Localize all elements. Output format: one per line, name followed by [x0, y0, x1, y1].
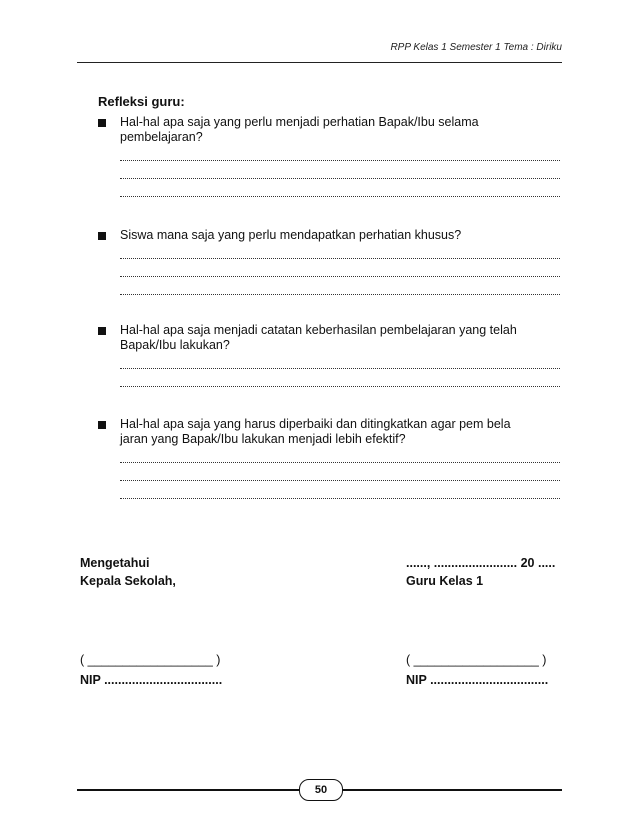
teacher-role-label: Guru Kelas 1: [406, 574, 484, 588]
page-number: 50: [299, 779, 343, 801]
question-text: Hal-hal apa saja menjadi catatan keberhasilan pembelajaran yang telah Bapak/Ibu lakukan?: [120, 323, 517, 352]
reflection-question-3: [98, 323, 568, 391]
square-bullet-icon: [98, 119, 106, 127]
answer-line[interactable]: [120, 147, 560, 165]
principal-label: Kepala Sekolah,: [80, 574, 176, 588]
answer-lines: [120, 449, 568, 503]
principal-nip-field[interactable]: NIP ..................................: [80, 673, 223, 687]
square-bullet-icon: [98, 421, 106, 429]
footer-rule-left: [77, 789, 299, 791]
footer-rule-right: [342, 789, 562, 791]
teacher-name-field[interactable]: ( __________________ ): [406, 653, 547, 667]
answer-lines: [120, 355, 568, 391]
answer-line[interactable]: [120, 449, 560, 467]
answer-line[interactable]: [120, 281, 560, 299]
date-field[interactable]: ......, ........................ 20 .....: [406, 556, 556, 570]
reflection-title: Refleksi guru:: [98, 94, 185, 109]
answer-line[interactable]: [120, 165, 560, 183]
answer-line[interactable]: [120, 183, 560, 201]
answer-line[interactable]: [120, 467, 560, 485]
principal-name-field[interactable]: ( __________________ ): [80, 653, 221, 667]
square-bullet-icon: [98, 327, 106, 335]
answer-line[interactable]: [120, 373, 560, 391]
acknowledged-label: Mengetahui: [80, 556, 150, 570]
question-text: Siswa mana saja yang perlu mendapatkan perhatian khusus?: [120, 228, 462, 242]
teacher-nip-field[interactable]: NIP ..................................: [406, 673, 549, 687]
question-text: Hal-hal apa saja yang perlu menjadi perhatian Bapak/Ibu selama pembelajaran?: [120, 115, 479, 144]
header-rule: [77, 62, 562, 63]
answer-lines: [120, 147, 568, 201]
answer-line[interactable]: [120, 263, 560, 281]
answer-line[interactable]: [120, 485, 560, 503]
question-text: Hal-hal apa saja yang harus diperbaiki dan ditingkatkan agar pem bela jaran yang Bapak/Ibu lakukan menjadi lebih efektif?: [120, 417, 511, 446]
reflection-question-1: [98, 115, 568, 201]
reflection-question-4: [98, 417, 568, 503]
running-header: RPP Kelas 1 Semester 1 Tema : Diriku: [390, 42, 562, 53]
answer-lines: [120, 245, 568, 299]
square-bullet-icon: [98, 232, 106, 240]
answer-line[interactable]: [120, 355, 560, 373]
answer-line[interactable]: [120, 245, 560, 263]
reflection-question-2: [98, 228, 568, 299]
